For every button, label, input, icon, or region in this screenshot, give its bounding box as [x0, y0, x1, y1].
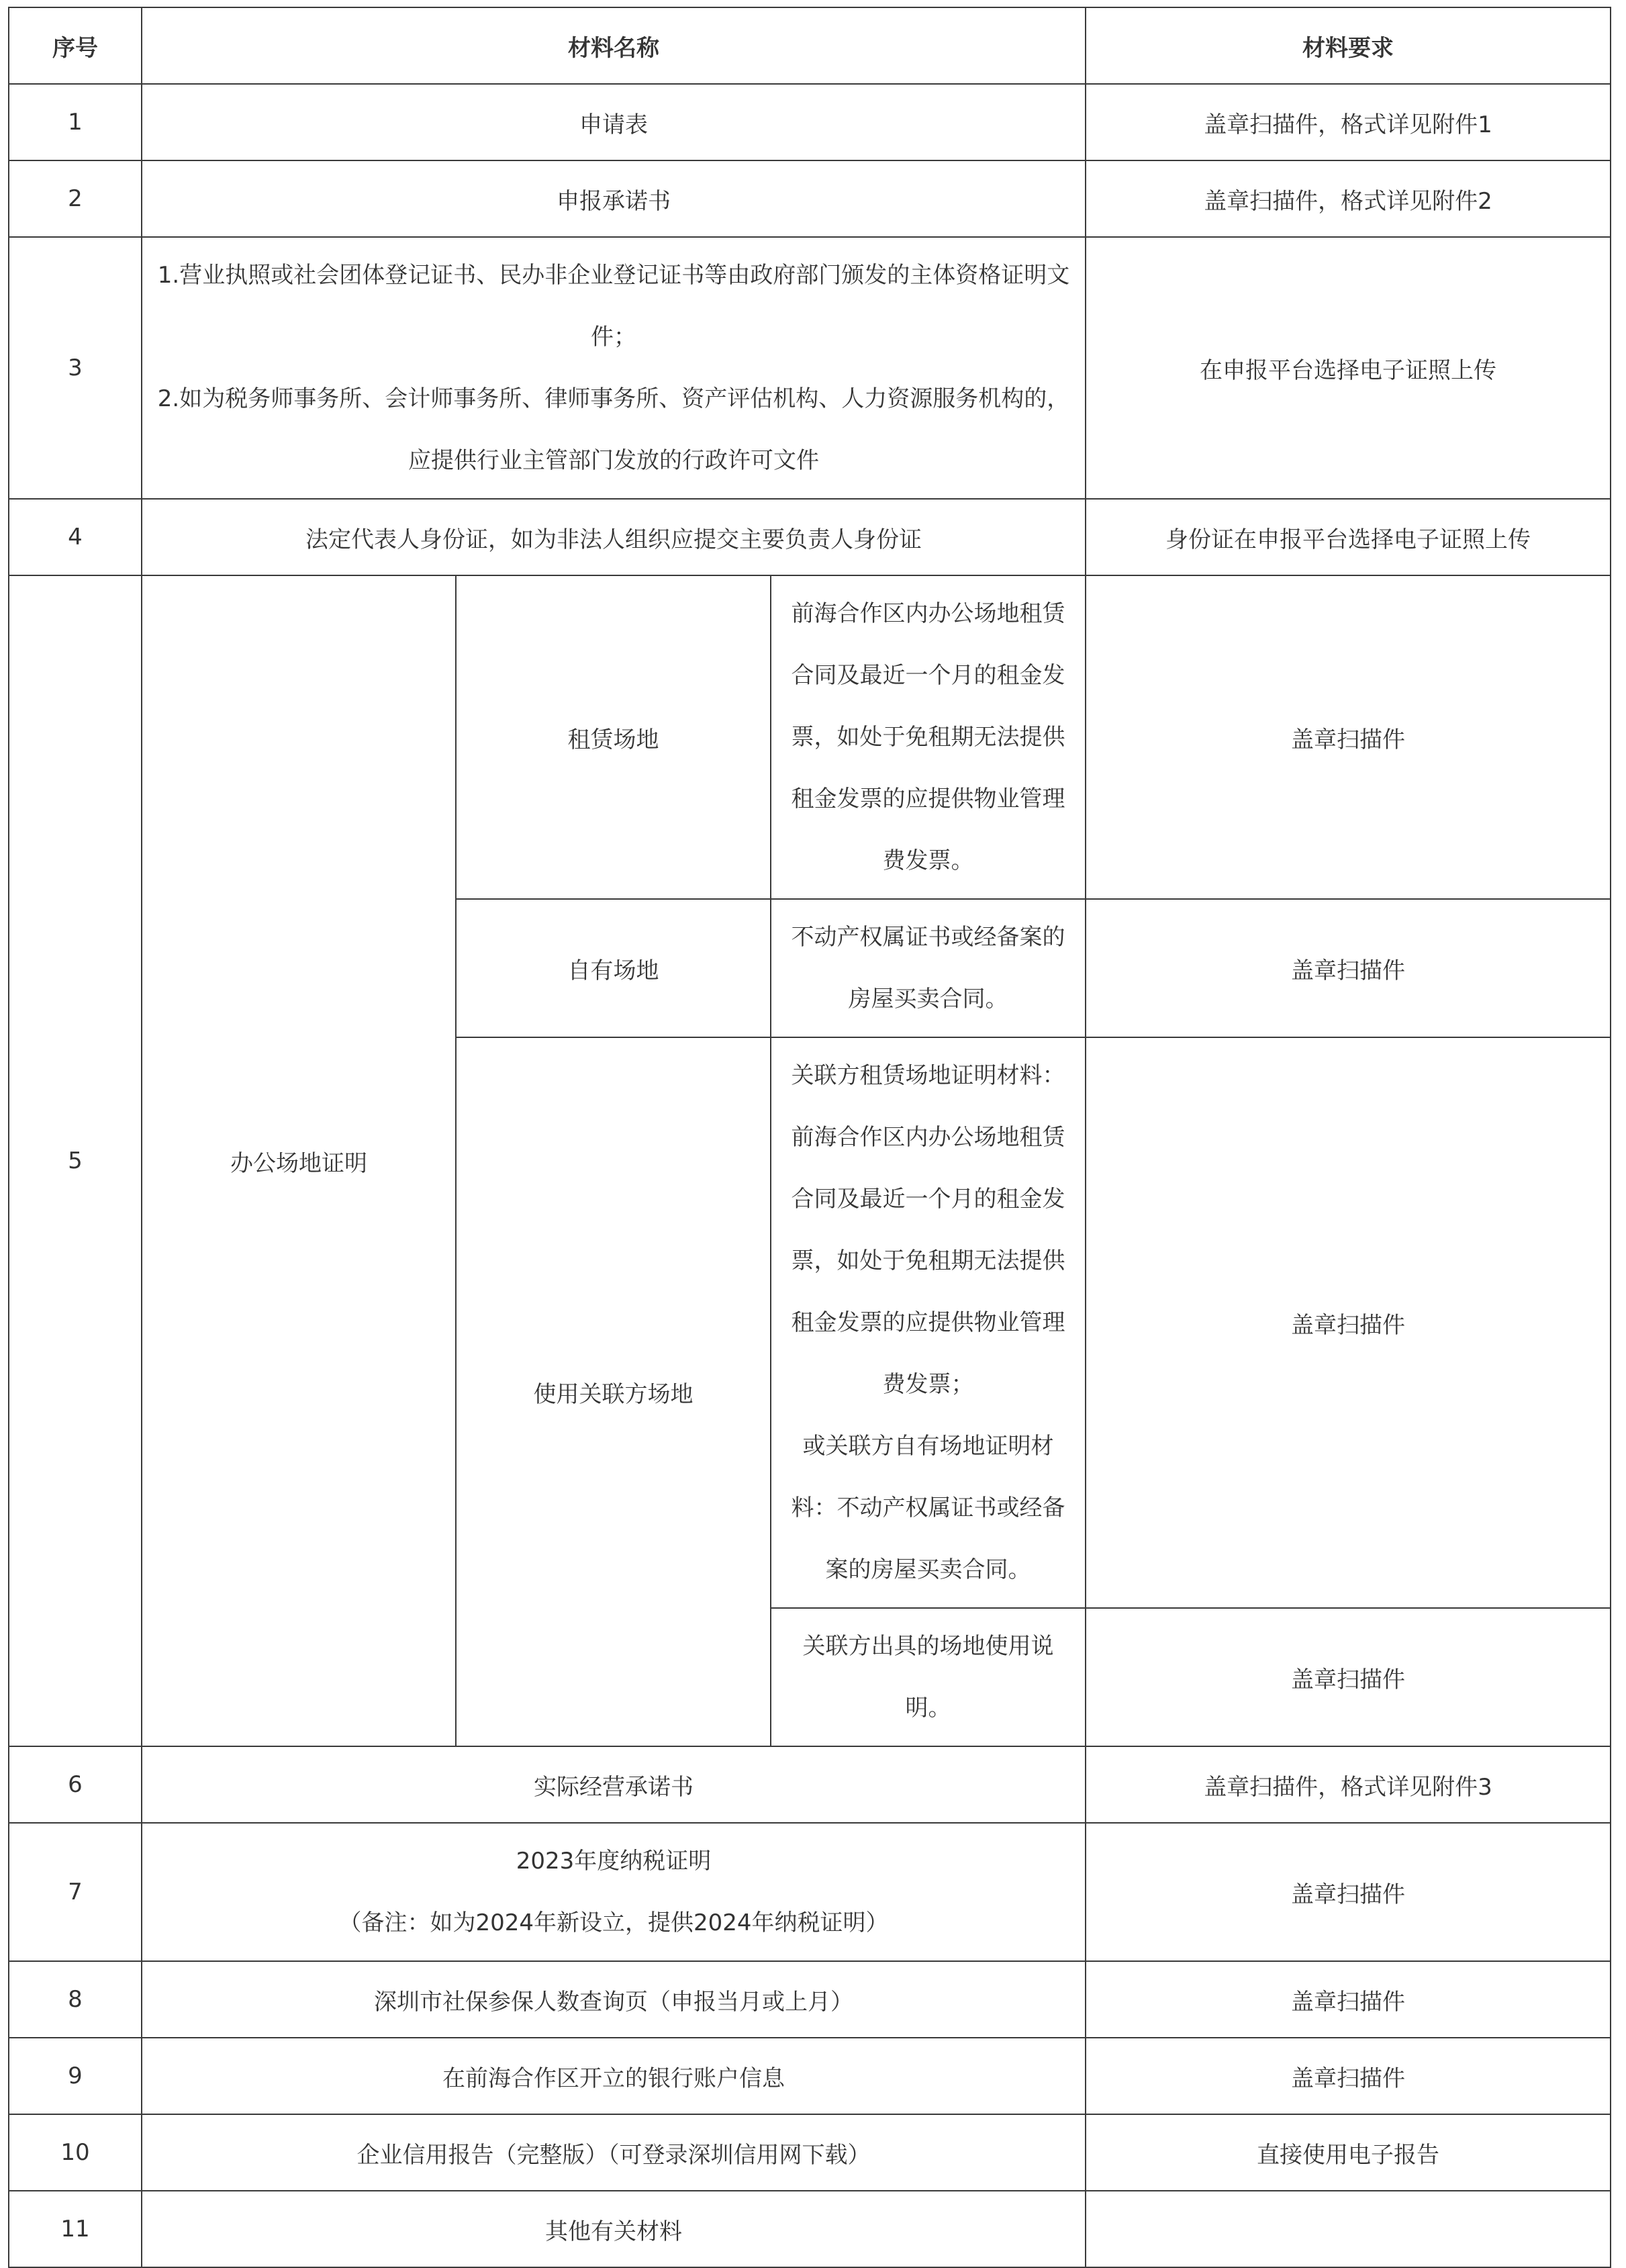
- material-requirement: 盖章扫描件: [1086, 2038, 1611, 2114]
- header-index: 序号: [9, 7, 142, 84]
- material-requirement: 盖章扫描件: [1086, 899, 1611, 1037]
- material-name: [142, 237, 1086, 499]
- table-row: [9, 237, 1611, 499]
- table-row: [9, 2191, 1611, 2267]
- material-requirement: 盖章扫描件，格式详见附件3: [1086, 1746, 1611, 1823]
- material-category: 办公场地证明: [142, 575, 456, 1746]
- premises-type: 租赁场地: [456, 575, 771, 899]
- material-name-line: （备注：如为2024年新设立，提供2024年纳税证明）: [338, 1909, 889, 1936]
- header-row: [9, 7, 1611, 84]
- material-name: 深圳市社保参保人数查询页（申报当月或上月）: [142, 1961, 1086, 2038]
- row-index: 4: [9, 499, 142, 575]
- row-index: 9: [9, 2038, 142, 2114]
- header-requirement: 材料要求: [1086, 7, 1611, 84]
- row-index: 5: [9, 575, 142, 1746]
- material-requirement: 身份证在申报平台选择电子证照上传: [1086, 499, 1611, 575]
- premises-type: 使用关联方场地: [456, 1037, 771, 1746]
- table-row: [9, 1961, 1611, 2038]
- material-requirement: 盖章扫描件，格式详见附件2: [1086, 160, 1611, 237]
- material-requirement: 直接使用电子报告: [1086, 2114, 1611, 2191]
- material-requirement: 盖章扫描件，格式详见附件1: [1086, 84, 1611, 160]
- material-name-line: 2023年度纳税证明: [516, 1848, 712, 1875]
- row-index: 1: [9, 84, 142, 160]
- premises-detail: [771, 1037, 1086, 1608]
- premises-detail: 不动产权属证书或经备案的房屋买卖合同。: [771, 899, 1086, 1037]
- table-row: [9, 1746, 1611, 1823]
- material-requirement: 盖章扫描件: [1086, 1961, 1611, 2038]
- row-index: 6: [9, 1746, 142, 1823]
- material-name: 企业信用报告（完整版）（可登录深圳信用网下载）: [142, 2114, 1086, 2191]
- material-name: 其他有关材料: [142, 2191, 1086, 2267]
- table-row: [9, 2114, 1611, 2191]
- header-name: 材料名称: [142, 7, 1086, 84]
- table-row: [9, 499, 1611, 575]
- materials-table: [8, 7, 1611, 2268]
- premises-detail-part: 关联方租赁场地证明材料：前海合作区内办公场地租赁合同及最近一个月的租金发票，如处于免租期无法提供租金发票的应提供物业管理费发票；: [791, 1062, 1065, 1398]
- material-name: 实际经营承诺书: [142, 1746, 1086, 1823]
- table-row: [9, 2038, 1611, 2114]
- row-index: 10: [9, 2114, 142, 2191]
- material-requirement: [1086, 2191, 1611, 2267]
- row-index: 2: [9, 160, 142, 237]
- row-index: 7: [9, 1823, 142, 1961]
- material-name: 在前海合作区开立的银行账户信息: [142, 2038, 1086, 2114]
- row-index: 3: [9, 237, 142, 499]
- table-row: [9, 84, 1611, 160]
- table-row: [9, 1823, 1611, 1961]
- material-requirement: 盖章扫描件: [1086, 1037, 1611, 1608]
- material-requirement: 在申报平台选择电子证照上传: [1086, 237, 1611, 499]
- material-name-line: 2.如为税务师事务所、会计师事务所、律师事务所、资产评估机构、人力资源服务机构的，应提供行业主管部门发放的行政许可文件: [157, 385, 1070, 474]
- premises-detail: 前海合作区内办公场地租赁合同及最近一个月的租金发票，如处于免租期无法提供租金发票的应提供物业管理费发票。: [771, 575, 1086, 899]
- material-requirement: 盖章扫描件: [1086, 1608, 1611, 1746]
- row-index: 8: [9, 1961, 142, 2038]
- row-index: 11: [9, 2191, 142, 2267]
- premises-type: 自有场地: [456, 899, 771, 1037]
- material-name: 申报承诺书: [142, 160, 1086, 237]
- table-row: [9, 160, 1611, 237]
- material-requirement: 盖章扫描件: [1086, 1823, 1611, 1961]
- premises-detail-part: 或关联方自有场地证明材料：不动产权属证书或经备案的房屋买卖合同。: [791, 1433, 1065, 1583]
- material-name: 申请表: [142, 84, 1086, 160]
- premises-detail: 关联方出具的场地使用说明。: [771, 1608, 1086, 1746]
- material-name: 法定代表人身份证，如为非法人组织应提交主要负责人身份证: [142, 499, 1086, 575]
- table-row: [9, 575, 1611, 899]
- material-name: [142, 1823, 1086, 1961]
- material-requirement: 盖章扫描件: [1086, 575, 1611, 899]
- material-name-line: 1.营业执照或社会团体登记证书、民办非企业登记证书等由政府部门颁发的主体资格证明文件；: [157, 262, 1070, 350]
